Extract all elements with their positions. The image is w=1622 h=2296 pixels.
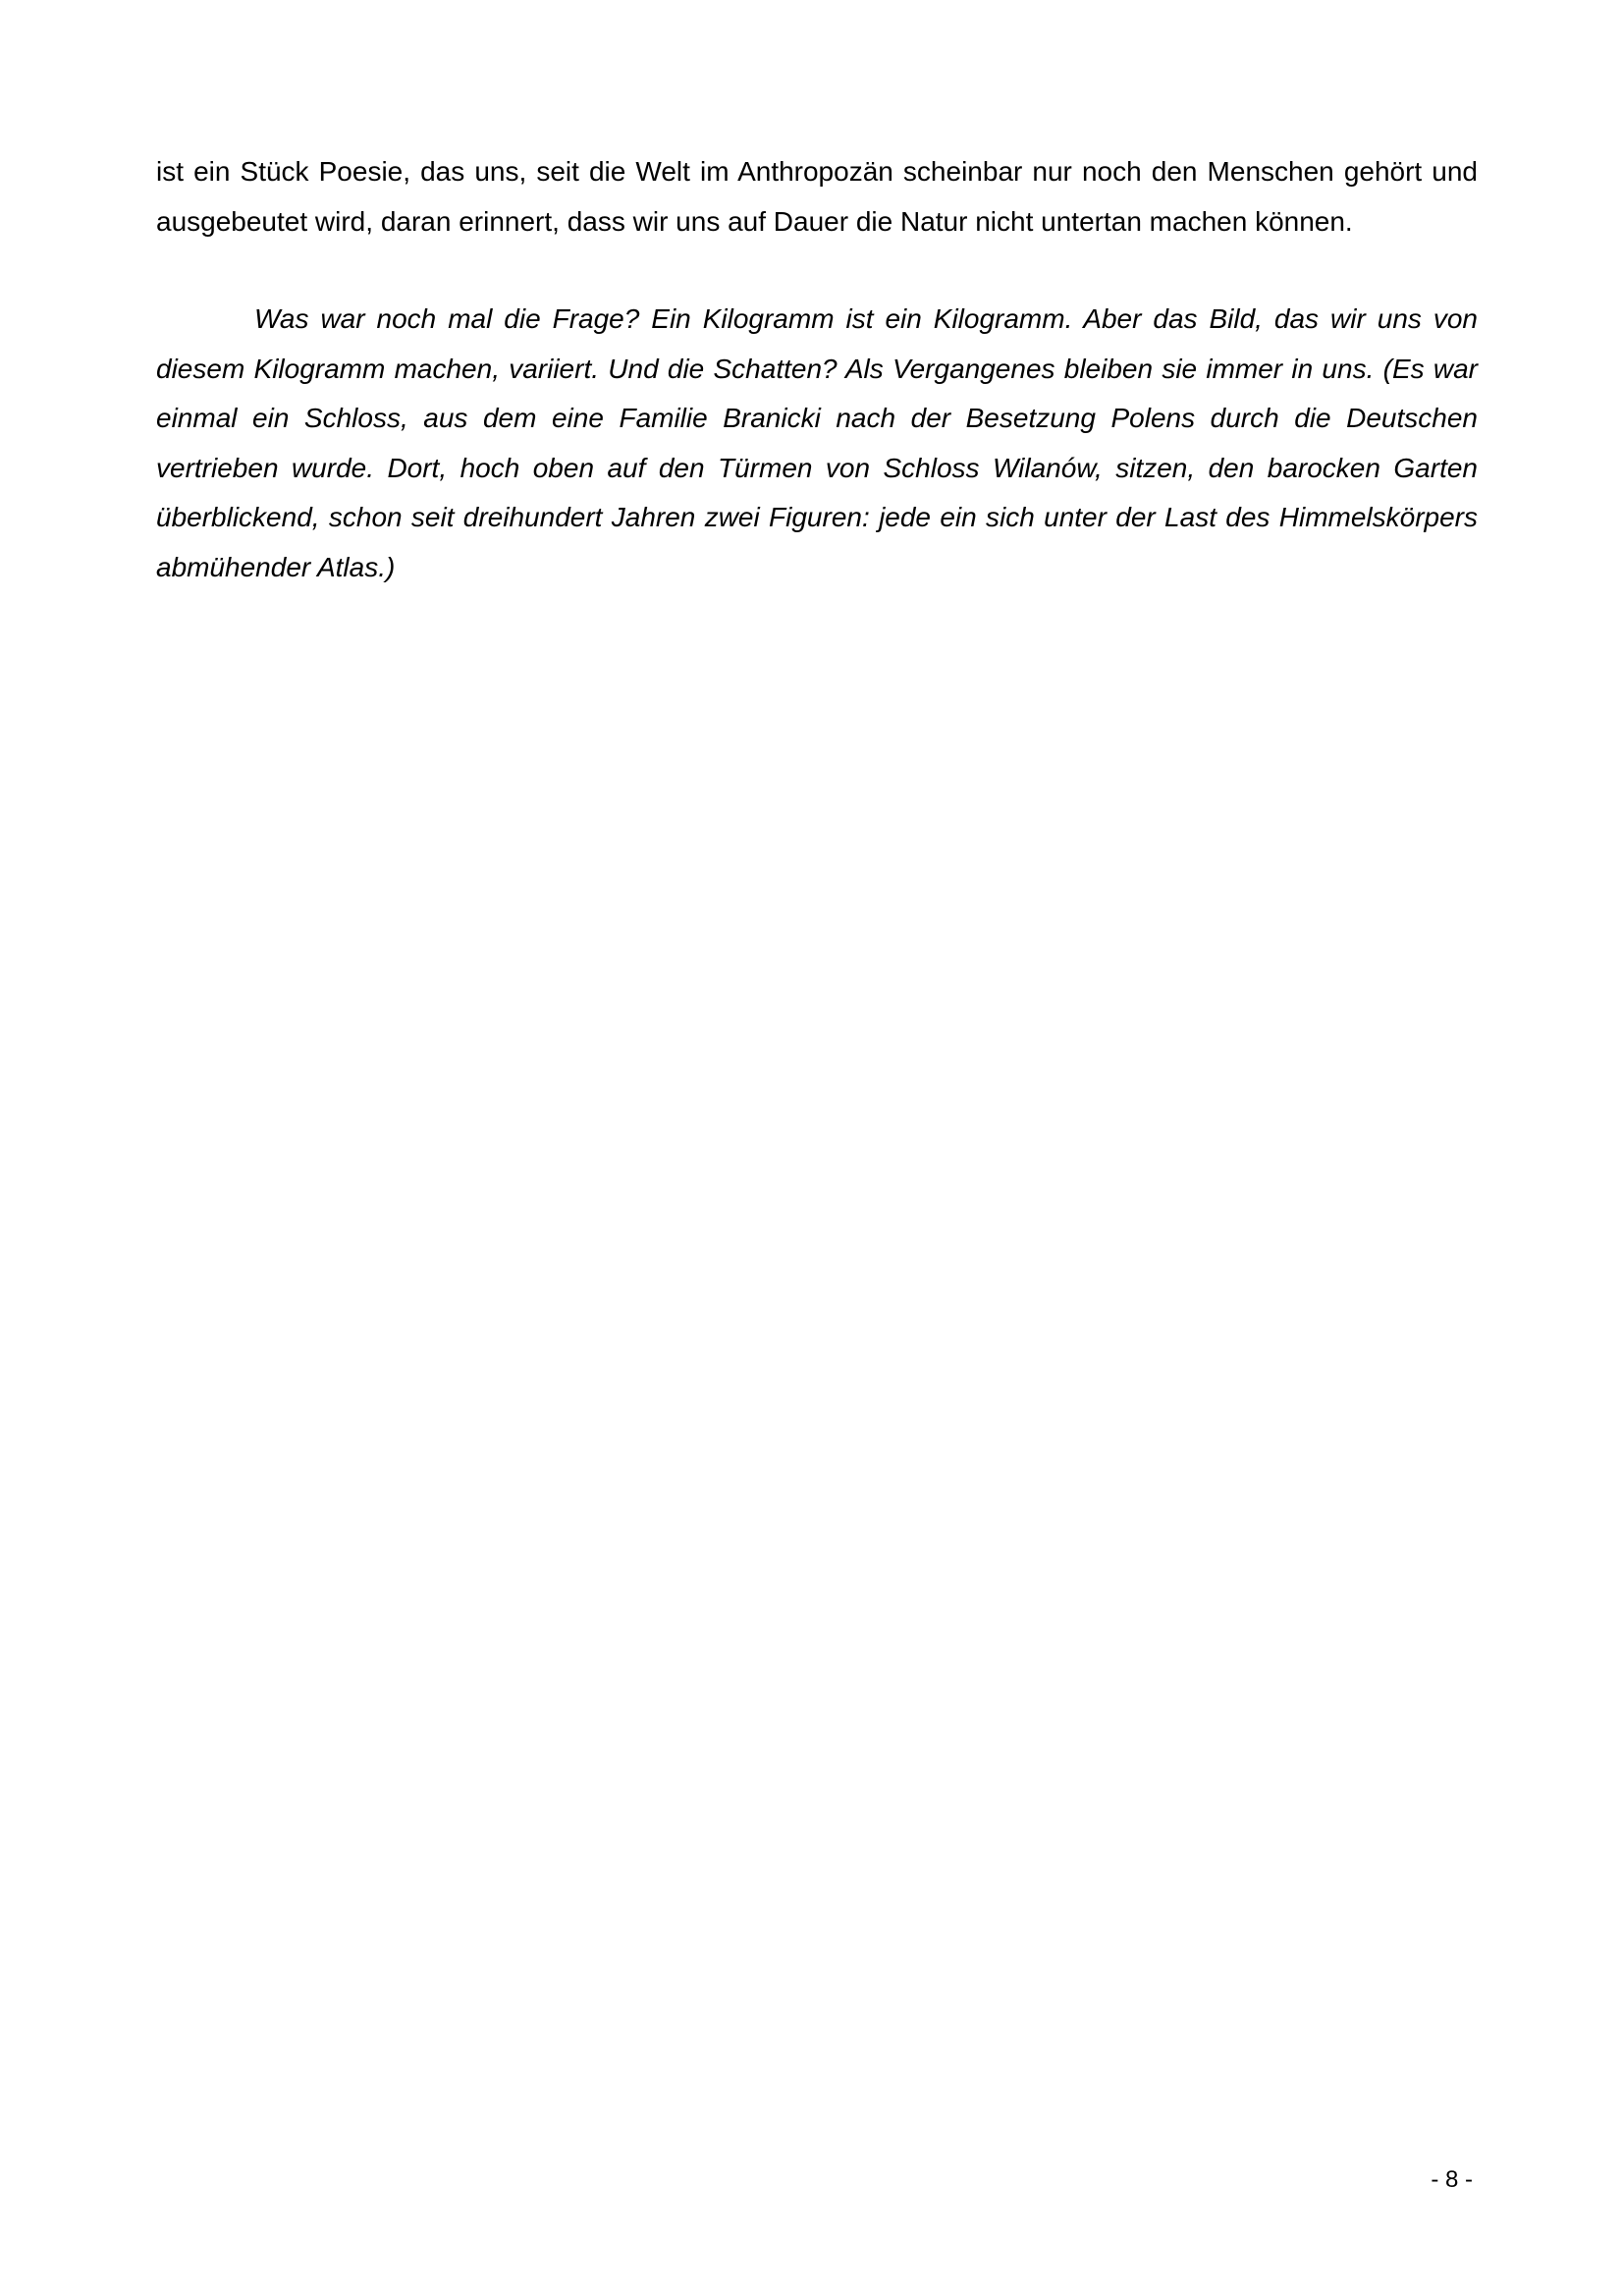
italic-body-paragraph: Was war noch mal die Frage? Ein Kilogramm ist ein Kilogramm. Aber das Bild, das wir uns von diesem Kilogramm machen, variiert. Und die Schatten? Als Vergangenes bleiben sie immer in uns. (Es war einmal ein Schloss, aus dem eine Familie Branicki nach der Besetzung Polens durch die Deutschen vertrieben wurde. Dort, hoch oben auf den Türmen von Schloss Wilanów, sitzen, den barocken Garten überblickend, schon seit dreihundert Jahren zwei Figuren: jede ein sich unter der Last des Himmelskörpers abmühender Atlas.) — [156, 303, 1478, 582]
body-paragraph: ist ein Stück Poesie, das uns, seit die Welt im Anthropozän scheinbar nur noch den Menschen gehört und ausgebeutet wird, daran erinnert, dass wir uns auf Dauer die Natur nicht untertan machen können. — [156, 156, 1478, 237]
page-number: - 8 - — [1431, 2166, 1473, 2193]
